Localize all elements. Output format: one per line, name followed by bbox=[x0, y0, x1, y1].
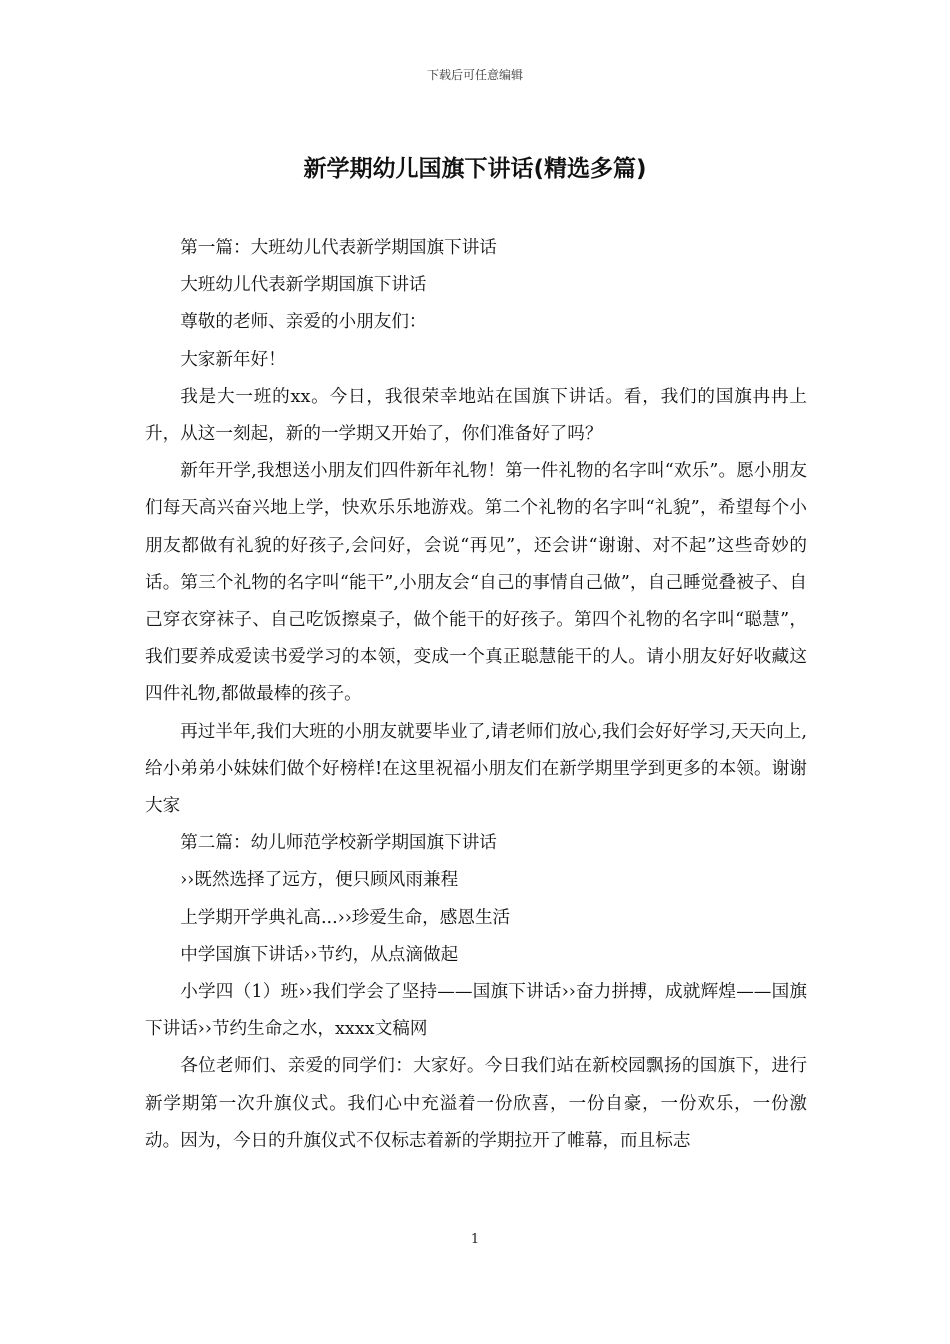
paragraph: 我是大一班的xx。今日，我很荣幸地站在国旗下讲话。看，我们的国旗冉冉上升，从这一刻起，新的一学期又开始了，你们准备好了吗？ bbox=[145, 386, 807, 445]
document-title: 新学期幼儿国旗下讲话(精选多篇) bbox=[303, 156, 647, 182]
paragraph: 小学四（1）班››我们学会了坚持——国旗下讲话››奋力拼搏，成就辉煌——国旗下讲话››节约生命之水，xxxx文稿网 bbox=[145, 982, 807, 1040]
paragraph: 大班幼儿代表新学期国旗下讲话 bbox=[180, 275, 427, 296]
header-note: 下载后可任意编辑 bbox=[426, 68, 523, 82]
paragraph: 再过半年,我们大班的小朋友就要毕业了,请老师们放心,我们会好好学习,天天向上,给小弟弟小妹妹们做个好榜样!在这里祝福小朋友们在新学期里学到更多的本领。谢谢大家 bbox=[145, 721, 807, 817]
paragraph: 中学国旗下讲话››节约，从点滴做起 bbox=[180, 944, 459, 965]
paragraph: 各位老师们、亲爱的同学们：大家好。今日我们站在新校园飘扬的国旗下，进行新学期第一次升旗仪式。我们心中充溢着一份欣喜，一份自豪，一份欢乐，一份激动。因为，今日的升旗仪式不仅标志着新的学期拉开了帷幕，而且标志 bbox=[145, 1056, 807, 1151]
paragraph: 大家新年好！ bbox=[180, 349, 286, 370]
paragraph: 第一篇：大班幼儿代表新学期国旗下讲话 bbox=[180, 238, 497, 258]
paragraph: ››既然选择了远方，便只顾风雨兼程 bbox=[180, 870, 459, 891]
paragraph: 上学期开学典礼高...››珍爱生命，感恩生活 bbox=[180, 907, 511, 928]
page-number: 1 bbox=[470, 1232, 480, 1247]
paragraph: 尊敬的老师、亲爱的小朋友们： bbox=[180, 312, 427, 333]
paragraph: 第二篇：幼儿师范学校新学期国旗下讲话 bbox=[180, 833, 497, 854]
paragraph: 新年开学,我想送小朋友们四件新年礼物！第一件礼物的名字叫“欢乐”。愿小朋友们每天高兴奋兴地上学，快欢乐乐地游戏。第二个礼物的名字叫“礼貌”，希望每个小朋友都做有礼貌的好孩子,会问好，会说“再见”，还会讲“谢谢、对不起”这些奇妙的话。第三个礼物的名字叫“能干”,小朋友会“自己的事情自己做”，自己睡觉叠被子、自己穿衣穿袜子、自己吃饭擦桌子，做个能干的好孩子。第四个礼物的名字叫“聪慧”，我们要养成爱读书爱学习的本领，变成一个真正聪慧能干的人。请小朋友好好收藏这四件礼物,都做最棒的孩子。 bbox=[145, 461, 807, 705]
document-body bbox=[145, 230, 807, 1160]
